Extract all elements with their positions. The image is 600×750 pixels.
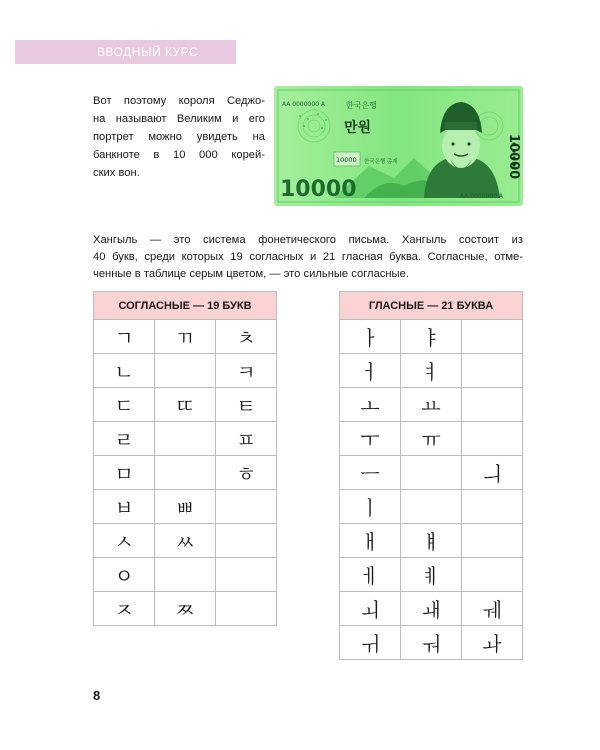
intro-line: на называют Великим и его (93, 113, 265, 125)
table-row (340, 592, 523, 626)
letter-cell: ㄱ (94, 320, 155, 354)
letter-cell (155, 422, 216, 456)
letter-cell (462, 388, 523, 422)
issuer-small: 한국은행 총재 (364, 159, 398, 165)
page-number: 8 (93, 688, 101, 703)
letter-cell (216, 558, 277, 592)
letter-cell (216, 524, 277, 558)
bank-name: 한국은행 (346, 101, 377, 110)
table-row (340, 354, 523, 388)
letter-cell: ㄲ (155, 320, 216, 354)
letter-cell: ㅔ (340, 558, 401, 592)
letter-cell: ㅂ (94, 490, 155, 524)
letter-cell (401, 456, 462, 490)
letter-cell: ㅅ (94, 524, 155, 558)
letter-cell: ㄴ (94, 354, 155, 388)
letter-cell: ㅋ (216, 354, 277, 388)
letter-cell: ㄷ (94, 388, 155, 422)
letter-cell: ㅝ (401, 626, 462, 660)
consonants-table (93, 291, 277, 626)
value-big: 10000 (280, 177, 357, 202)
paragraph-line: Хангыль — это система фонетического письма. Хангыль состоит из (93, 234, 523, 246)
letter-cell: ㅍ (216, 422, 277, 456)
intro-line: ских вон. (93, 167, 140, 179)
table-row (340, 558, 523, 592)
letter-cell: ㅢ (462, 456, 523, 490)
letter-cell (216, 490, 277, 524)
letter-cell (401, 490, 462, 524)
letter-cell (155, 558, 216, 592)
letter-cell (462, 422, 523, 456)
intro-text (93, 92, 265, 182)
table-row (340, 490, 523, 524)
section-title: ВВОДНЫЙ КУРС (97, 45, 199, 59)
letter-cell: ㅜ (340, 422, 401, 456)
letter-cell: ㅉ (155, 592, 216, 626)
letter-cell: ㅟ (340, 626, 401, 660)
serial-top: AA 0000000 A (282, 101, 326, 108)
letter-cell: ㅈ (94, 592, 155, 626)
hangul-description (93, 232, 523, 283)
letter-cell: ㅣ (340, 490, 401, 524)
letter-cell: ㅌ (216, 388, 277, 422)
table-row (94, 354, 277, 388)
letter-cell (462, 320, 523, 354)
table-row (94, 490, 277, 524)
letter-cell: ㅁ (94, 456, 155, 490)
letter-cell (216, 592, 277, 626)
letter-cell (462, 558, 523, 592)
letter-cell: ㅒ (401, 524, 462, 558)
paragraph-line: ченные в таблице серым цветом, — это сильные согласные. (93, 268, 409, 280)
letter-cell: ㅎ (216, 456, 277, 490)
table-row (340, 626, 523, 660)
paragraph-line: 40 букв, среди которых 19 согласных и 21 гласная буква. Согласные, отме- (93, 251, 523, 263)
vowels-header: ГЛАСНЫЕ — 21 БУКВА (340, 292, 523, 320)
table-row (340, 388, 523, 422)
letter-cell (462, 490, 523, 524)
letter-cell: ㅠ (401, 422, 462, 456)
banknote-image (274, 86, 523, 206)
table-row (94, 592, 277, 626)
letter-cell: ㄹ (94, 422, 155, 456)
letter-cell (155, 354, 216, 388)
letter-cell: ㅕ (401, 354, 462, 388)
letter-cell: ㅓ (340, 354, 401, 388)
letter-cell: ㅆ (155, 524, 216, 558)
value-korean: 만원 (344, 120, 372, 136)
letter-cell: ㅛ (401, 388, 462, 422)
table-row (340, 422, 523, 456)
table-row (94, 524, 277, 558)
letter-cell: ㅗ (340, 388, 401, 422)
letter-cell: ㅙ (401, 592, 462, 626)
table-row (94, 320, 277, 354)
value-small: 10000 (336, 156, 357, 164)
table-row (340, 524, 523, 558)
table-row (94, 558, 277, 592)
letter-cell: ㅊ (216, 320, 277, 354)
table-row (94, 422, 277, 456)
letter-cell: ㅐ (340, 524, 401, 558)
letter-cell (155, 456, 216, 490)
table-row (340, 456, 523, 490)
consonants-header: СОГЛАСНЫЕ — 19 БУКВ (94, 292, 277, 320)
letter-cell: ㅖ (401, 558, 462, 592)
letter-cell: ㅑ (401, 320, 462, 354)
letter-cell (462, 354, 523, 388)
table-row (94, 388, 277, 422)
letter-cell: ㅡ (340, 456, 401, 490)
section-header-bar (15, 40, 236, 64)
letter-cell (462, 524, 523, 558)
table-row (340, 320, 523, 354)
intro-line: банкноте в 10 000 корей- (93, 149, 265, 161)
letter-cell: ㅘ (462, 626, 523, 660)
serial-bottom: AA 0000000 A (460, 193, 504, 200)
intro-line: Вот поэтому короля Седжо- (93, 95, 265, 107)
letter-cell: ㅞ (462, 592, 523, 626)
letter-cell: ㅏ (340, 320, 401, 354)
table-row (94, 456, 277, 490)
letter-cell: ㄸ (155, 388, 216, 422)
vowels-table (339, 291, 523, 660)
value-side: 10000 (506, 134, 521, 180)
letter-cell: ㅚ (340, 592, 401, 626)
letter-cell: ㅃ (155, 490, 216, 524)
letter-cell: ㅇ (94, 558, 155, 592)
intro-line: портрет можно увидеть на (93, 131, 265, 143)
